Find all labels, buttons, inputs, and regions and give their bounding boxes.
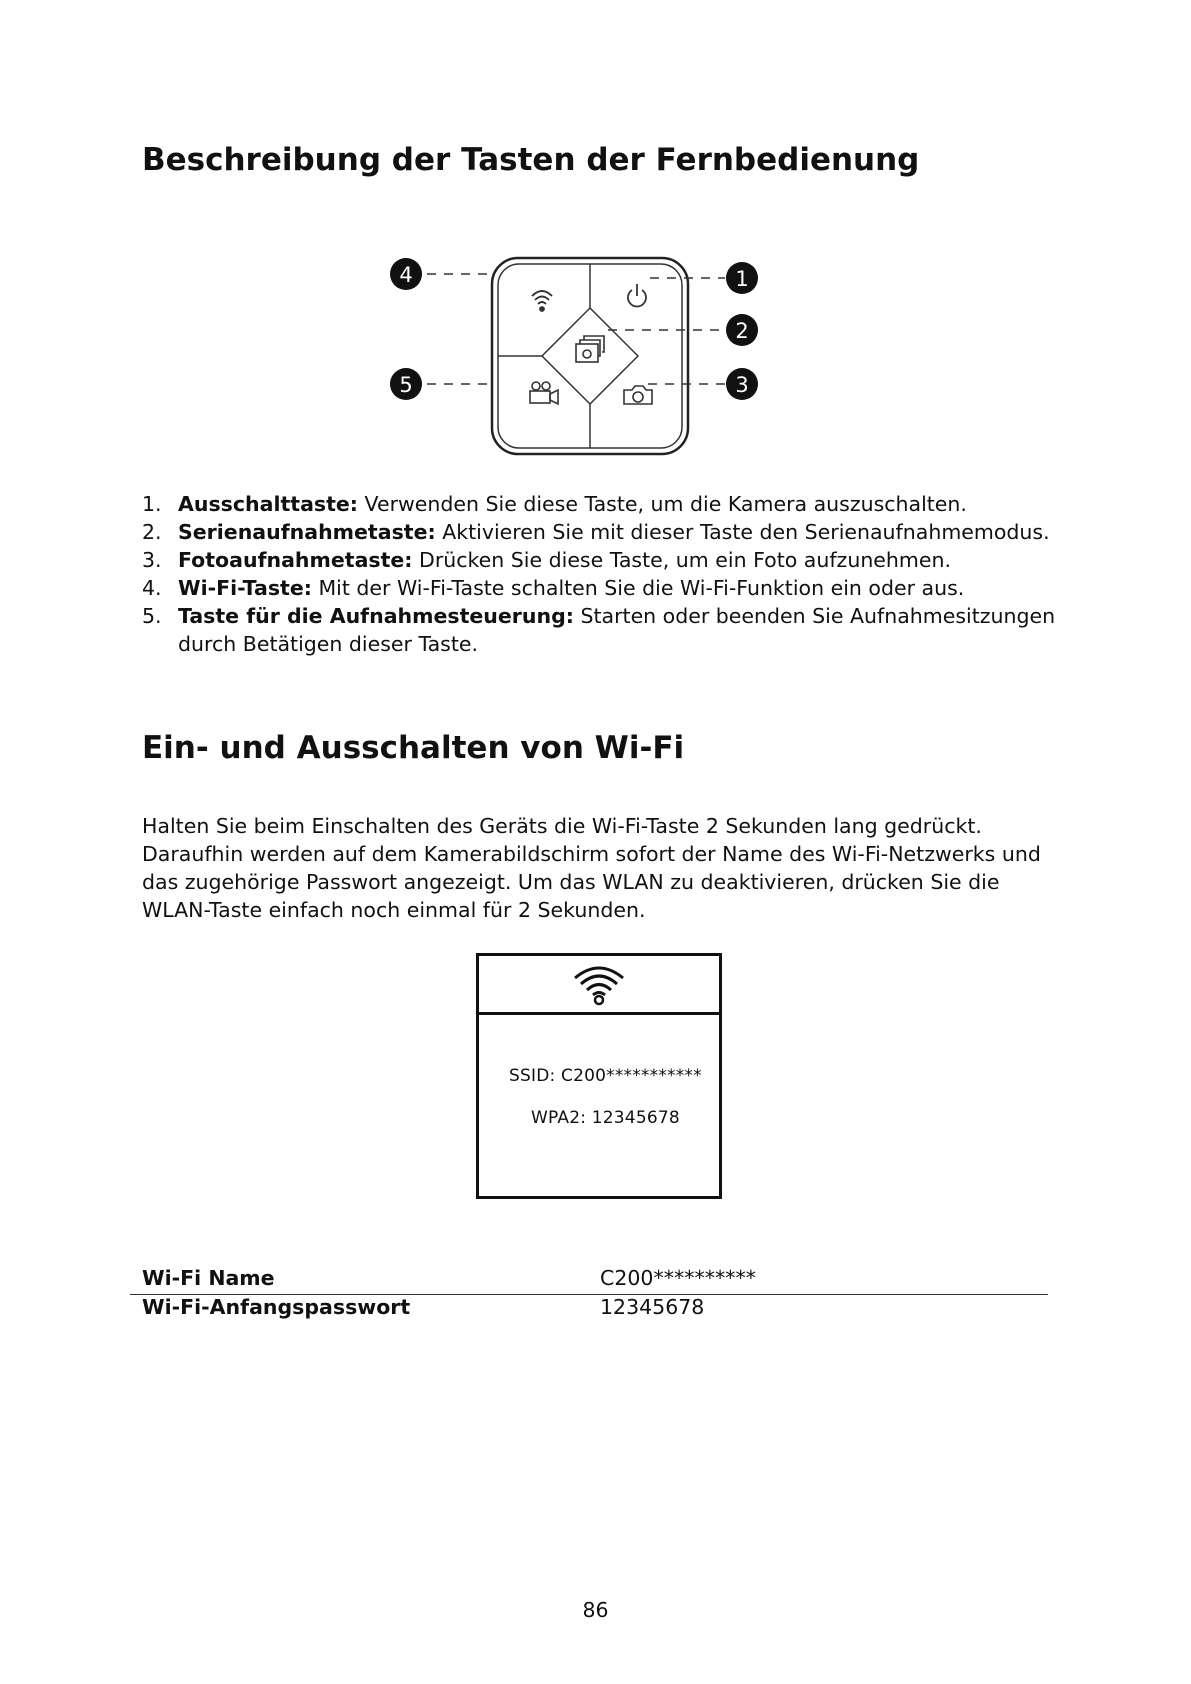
remote-control-diagram <box>380 248 820 468</box>
list-item: 3. Fotoaufnahmetaste: Drücken Sie diese Taste, um ein Foto aufzunehmen. <box>142 548 952 572</box>
callout-1 <box>726 262 758 294</box>
svg-text:4: 4 <box>399 263 413 287</box>
wifi-icon <box>571 962 627 1006</box>
svg-text:5: 5 <box>399 373 413 397</box>
list-item: 2. Serienaufnahmetaste: Aktivieren Sie mit dieser Taste den Serienaufnahmemodus. <box>142 520 1050 544</box>
burst-key-icon <box>576 336 604 362</box>
list-item: 5. Taste für die Aufnahmesteuerung: Starten oder beenden Sie Aufnahmesitzungen durch Betätigen dieser Taste. <box>142 604 1056 656</box>
section-title-remote-keys: Beschreibung der Tasten der Fernbedienung <box>142 142 920 178</box>
svg-text:2: 2 <box>735 319 749 343</box>
screen-ssid: SSID: C200*********** <box>509 1066 702 1086</box>
svg-text:1: 1 <box>735 267 749 291</box>
photo-key-icon <box>624 386 652 404</box>
section-title-wifi: Ein- und Ausschalten von Wi-Fi <box>142 730 685 766</box>
list-item: 1. Ausschalttaste: Verwenden Sie diese Taste, um die Kamera auszuschalten. <box>142 492 967 516</box>
callout-4 <box>390 258 422 290</box>
callout-3 <box>726 368 758 400</box>
wifi-credentials-table <box>130 1266 1048 1323</box>
screen-wpa2: WPA2: 12345678 <box>531 1108 680 1128</box>
table-row: Wi-Fi Name C200********** <box>130 1266 1048 1295</box>
callout-2 <box>726 314 758 346</box>
camera-screen-illustration <box>476 953 722 1199</box>
remote-keys-list <box>142 490 1062 658</box>
video-key-icon <box>530 382 558 404</box>
wifi-instructions-paragraph: Halten Sie beim Einschalten des Geräts die Wi-Fi-Taste 2 Sekunden lang gedrückt. Daraufhin werden auf dem Kamerabildschirm sofort der Name des Wi-Fi-Netzwerks und das zugehörige Passwort angezeigt. Um das WLAN zu deaktivieren, drücken Sie die WLAN-Taste einfach noch einmal für 2 Sekunden. <box>142 814 1041 922</box>
wifi-key-icon <box>532 291 552 311</box>
callout-5 <box>390 368 422 400</box>
table-row: Wi-Fi-Anfangspasswort 12345678 <box>142 1295 705 1319</box>
power-key-icon <box>628 284 646 306</box>
svg-text:3: 3 <box>735 373 749 397</box>
page-number: 86 <box>582 1598 609 1622</box>
list-item: 4. Wi-Fi-Taste: Mit der Wi-Fi-Taste schalten Sie die Wi-Fi-Funktion ein oder aus. <box>142 576 965 600</box>
